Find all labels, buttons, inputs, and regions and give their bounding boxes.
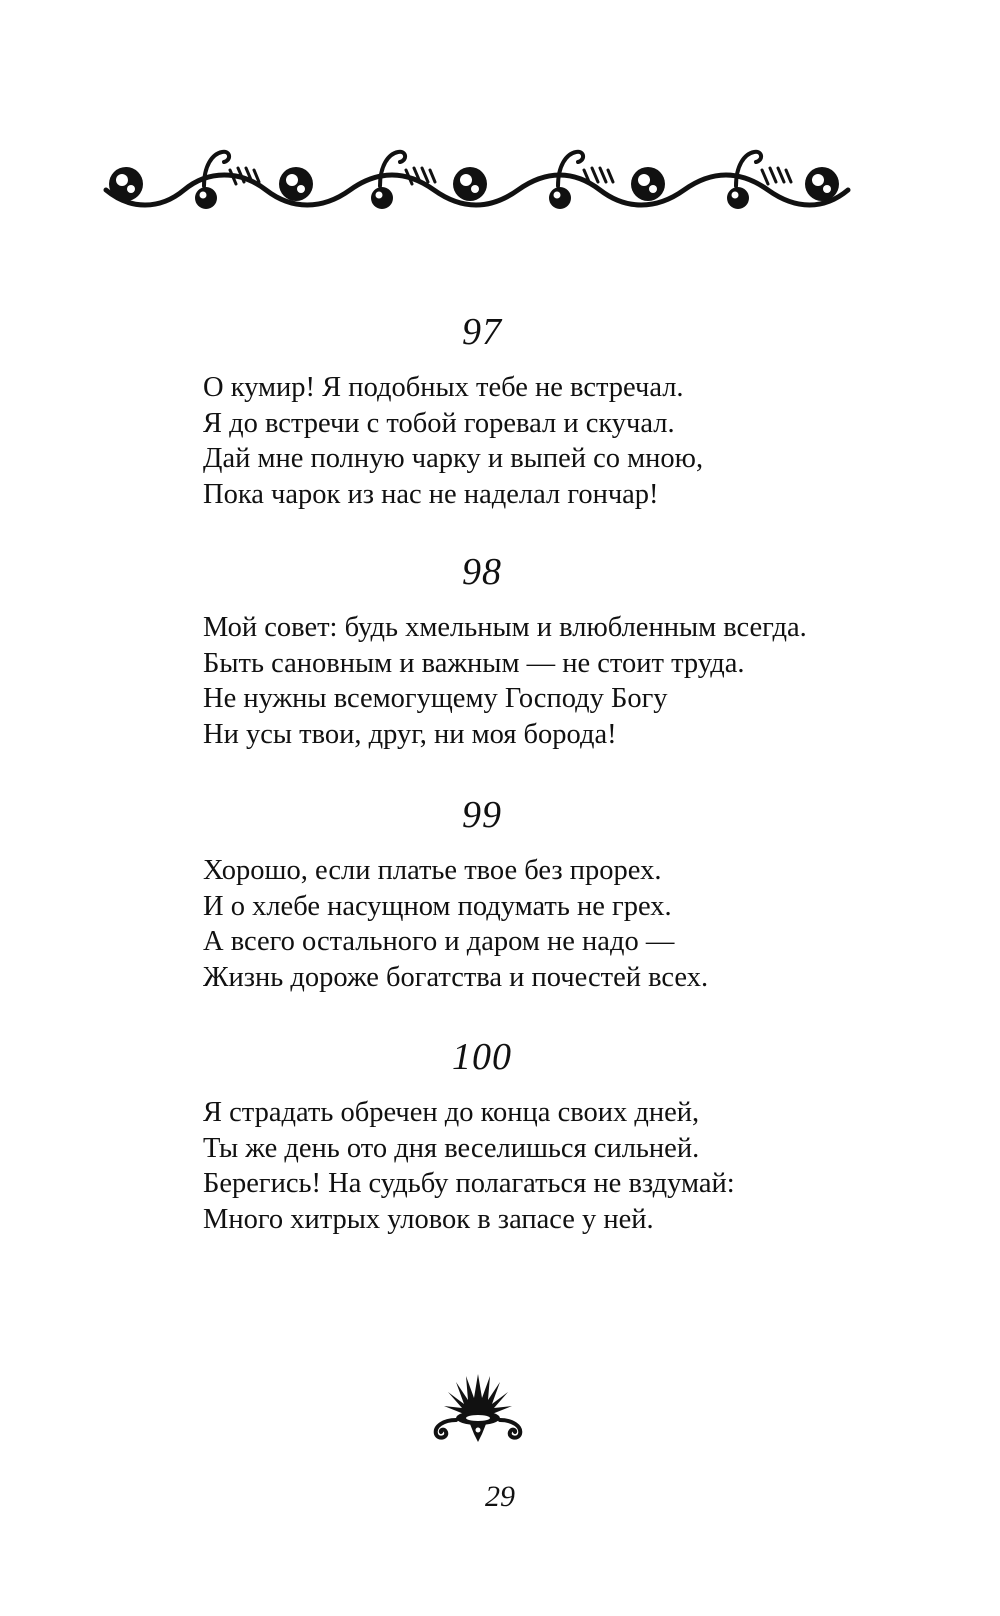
poem-line: Жизнь дороже богатства и почестей всех.: [203, 961, 709, 993]
poem-line: О кумир! Я подобных тебе не встречал.: [203, 372, 684, 403]
poem-line: Пока чарок из нас не наделал гончар!: [203, 478, 659, 510]
poem-number: 97: [462, 311, 502, 353]
poem-line: Берегись! На судьбу полагаться не вздумай:: [203, 1168, 735, 1199]
poem-line: Быть сановным и важным — не стоит труда.: [203, 647, 745, 679]
poem-lines: [203, 853, 708, 995]
poem-number: 100: [452, 1036, 512, 1078]
poem-lines: [203, 610, 807, 752]
poem-lines: [203, 1095, 735, 1237]
poem-line: Ни усы твои, друг, ни моя борода!: [203, 718, 617, 750]
poem-line: Дай мне полную чарку и выпей со мною,: [203, 443, 704, 474]
poem-line: Хорошо, если платье твое без прорех.: [203, 855, 662, 886]
poem-line: И о хлебе насущном подумать не грех.: [203, 890, 672, 922]
poem-line: А всего остального и даром не надо —: [203, 926, 675, 957]
poem-line: Мой совет: будь хмельным и влюбленным всегда.: [203, 612, 807, 643]
poem-number: 98: [462, 551, 502, 593]
page-number: 29: [485, 1480, 515, 1513]
poem-line: Я страдать обречен до конца своих дней,: [203, 1097, 700, 1128]
scroll-border-icon: [100, 140, 852, 222]
poem-number: 99: [462, 794, 502, 836]
poem-line: Много хитрых уловок в запасе у ней.: [203, 1203, 654, 1235]
poem-lines: [203, 370, 703, 512]
palmette-ornament-icon: [430, 1368, 526, 1444]
poem-line: Я до встречи с тобой горевал и скучал.: [203, 407, 675, 439]
poem-line: Не нужны всемогущему Господу Богу: [203, 683, 668, 714]
poem-line: Ты же день ото дня веселишься сильней.: [203, 1132, 700, 1164]
